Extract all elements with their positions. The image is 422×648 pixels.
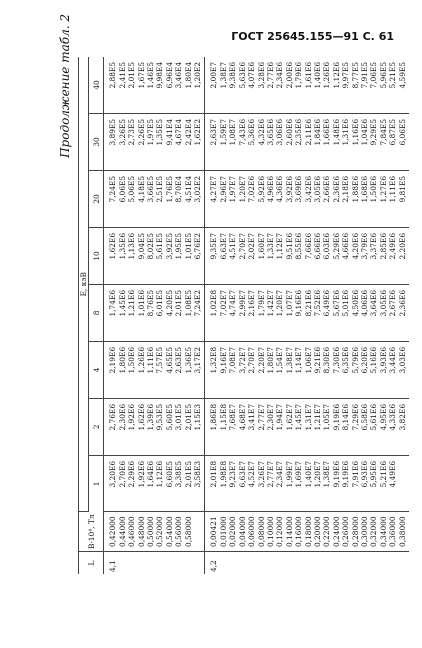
energy-header: 30 <box>89 113 104 170</box>
col-header-L: L <box>79 552 104 575</box>
energy-header: 20 <box>89 170 104 227</box>
table-caption: Продолжение табл. 2 <box>58 14 72 158</box>
energy-header: 8 <box>89 284 104 341</box>
cell-B: 0,42000 0,44000 0,46000 0,48000 0,50000 0,52000 0,54000 0,56000 0,58000 <box>104 512 205 552</box>
table-row <box>104 57 205 574</box>
table-cell: 9,35E7 6,63E7 4,51E7 2,70E7 2,02E7 1,60E7 1,33E7 1,12E7 9,51E6 8,55E6 7,66E6 6,66E6 6,03E6 5,29E6 4,66E6 4,20E6 3,79E6 3,37E6 2,85E6 2,49E6 2,20E6 <box>205 227 409 284</box>
energy-header: 1 <box>89 455 104 512</box>
table-cell: 1,62E6 1,35E6 1,13E6 9,04E5 8,02E5 5,61E5 3,92E5 1,95E5 1,01E5 6,76E2 <box>104 227 205 284</box>
table-row <box>205 57 409 574</box>
table-cell: 2,01E8 1,98E8 9,23E7 6,63E7 4,52E7 3,26E7 2,77E7 2,34E7 1,99E7 1,69E7 1,40E7 1,20E7 1,38E7 9,19E6 9,19E6 7,91E6 6,93E6 5,95E6 5,21E6 4,49E6 <box>205 455 409 512</box>
table-cell: 1,86E8 1,15E8 7,68E7 4,68E7 3,41E7 2,77E7 2,30E7 1,94E7 1,62E7 1,45E7 1,31E7 1,21E7 1,05E7 9,19E6 8,14E6 7,29E6 6,58E6 5,61E6 4,95E6 4,33E6 3,82E6 <box>205 398 409 455</box>
data-table <box>78 57 409 574</box>
cell-B: 0,00421 0,01000 0,02000 0,04000 0,06000 0,08000 0,10000 0,12000 0,14000 0,16000 0,18000 0,20000 0,22000 0,24000 0,26000 0,28000 0,30000 0,32000 0,34000 0,36000 0,38000 <box>205 512 409 552</box>
table-cell: 2,88E5 2,41E5 2,01E5 1,67E5 1,46E5 9,98E4 6,96E4 3,46E4 1,80E4 1,20E2 <box>104 57 205 114</box>
table-cell: 1,74E6 1,45E6 1,21E6 1,01E6 8,76E5 6,01E5 4,20E5 2,01E5 1,08E5 7,24E2 <box>104 284 205 341</box>
table-cell: 7,24E5 6,06E5 5,06E5 4,18E5 3,66E5 2,51E5 1,76E5 8,70E4 4,51E4 3,02E2 <box>104 170 205 227</box>
table-cell: 4,27E7 2,96E7 1,97E7 1,20E7 7,02E6 5,92E6 4,96E6 4,36E6 3,92E6 3,69E6 3,42E6 3,05E6 2,66E6 2,36E6 2,18E6 1,88E6 1,68E6 1,50E6 1,27E6 1,11E6 9,81E5 <box>205 170 409 227</box>
cell-L: 4,1 <box>108 560 118 572</box>
table-cell: 2,63E7 1,59E7 1,08E7 7,43E6 5,36E6 4,32E6 3,65E6 3,06E6 2,60E6 2,35E6 2,11E6 1,84E6 1,66E6 1,48E6 1,31E6 1,16E6 1,04E6 9,29E5 7,84E5 6,87E5 6,06E5 <box>205 113 409 170</box>
energy-header: 4 <box>89 341 104 398</box>
energy-header: 10 <box>89 227 104 284</box>
table-cell: 1,32E8 9,16E7 7,08E7 3,72E7 2,70E7 2,20E7 1,80E7 1,54E7 1,38E7 1,14E7 1,06E7 9,21E6 8,30E6 7,30E6 6,35E6 5,79E6 6,20E6 5,16E6 3,93E6 3,44E6 3,03E6 <box>205 341 409 398</box>
col-header-E: E, кэВ <box>79 57 89 512</box>
table-cell: 2,19E6 1,80E6 1,50E6 1,26E6 1,11E6 7,57E5 4,65E5 2,63E5 1,36E5 3,17E2 <box>104 341 205 398</box>
col-header-B: В·10⁴, Тл <box>79 512 104 552</box>
table-cell: 1,02E8 7,02E7 4,74E7 2,99E7 2,16E7 1,79E7 1,42E7 1,20E7 1,07E7 9,16E6 8,21E6 7,52E6 6,49E6 5,67E6 5,01E6 4,50E6 4,06E6 3,64E6 3,05E6 2,67E6 2,36E6 <box>205 284 409 341</box>
energy-header: 2 <box>89 398 104 455</box>
table-cell: 2,00E7 1,38E7 9,38E6 5,63E6 4,07E6 3,28E6 2,77E6 2,34E6 2,00E6 1,79E6 1,61E6 1,40E6 1,26E6 1,12E6 9,97E5 8,77E5 7,91E5 7,06E5 5,96E5 5,21E5 4,59E5 <box>205 57 409 114</box>
rotated-table-area <box>60 14 422 574</box>
cell-L: 4,2 <box>205 552 409 575</box>
energy-header: 40 <box>89 57 104 114</box>
table-cell: 3,89E5 3,26E5 2,73E5 2,26E5 1,97E5 1,35E5 9,41E4 4,67E4 2,42E4 1,62E2 <box>104 113 205 170</box>
table-cell: 2,76E6 2,30E6 1,92E6 1,62E6 1,39E6 9,53E5 5,60E5 3,01E5 2,01E5 1,15E3 <box>104 398 205 455</box>
table-cell: 3,20E6 2,70E6 2,29E6 1,92E6 1,64E6 1,12E6 6,60E5 3,38E5 2,01E5 3,58E3 <box>104 455 205 512</box>
page-header: ГОСТ 25645.155—91 С. 61 <box>231 30 394 43</box>
